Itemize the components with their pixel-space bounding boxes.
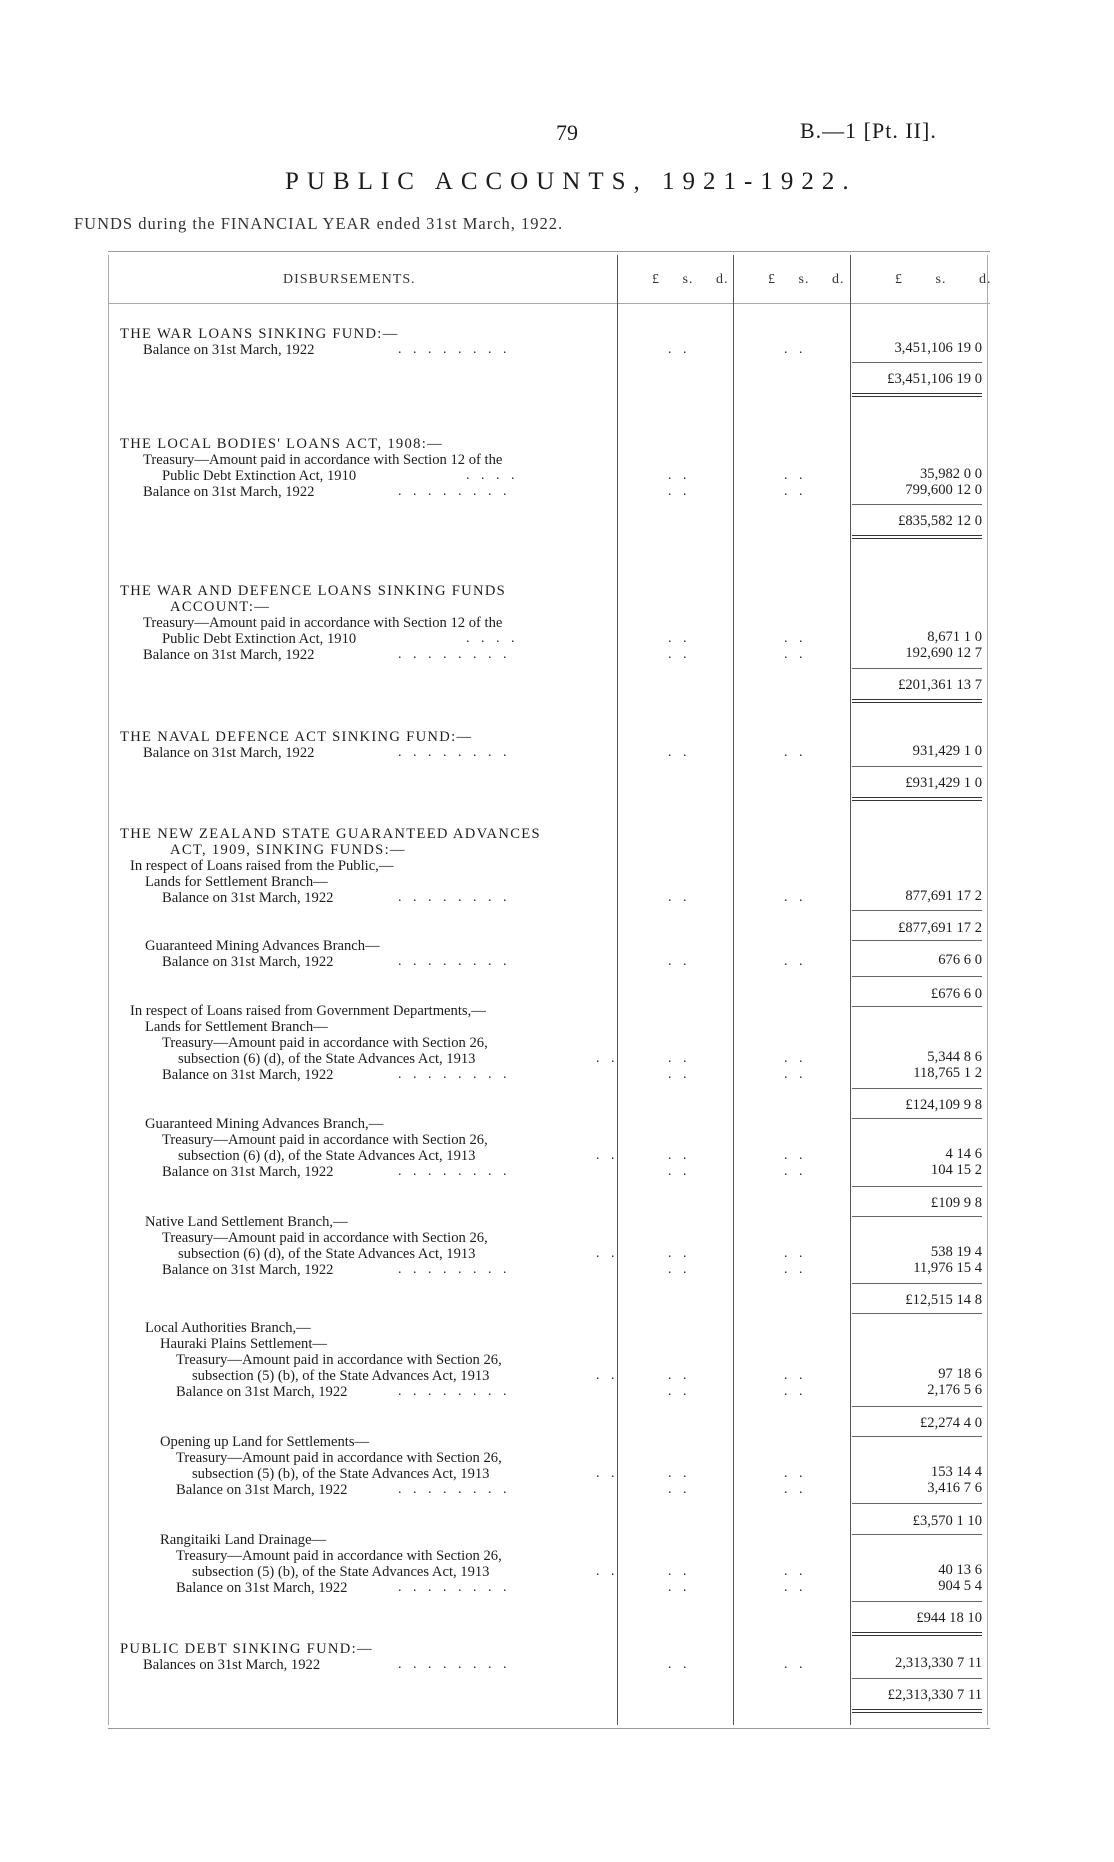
leader-dots: . .	[668, 1067, 691, 1082]
row-label: Balance on 31st March, 1922	[162, 890, 334, 906]
leader-dots: . .	[784, 745, 807, 760]
leader-dots: . .	[596, 1246, 619, 1261]
amount-cell: 904 5 4	[938, 1578, 982, 1594]
amount-cell: 676 6 0	[938, 952, 982, 968]
sum-rule	[852, 362, 982, 363]
branch-heading: Rangitaiki Land Drainage—	[160, 1532, 327, 1548]
leader-dots: . .	[596, 1051, 619, 1066]
amount-cell: 153 14 4	[930, 1464, 982, 1480]
row-label: Balance on 31st March, 1922	[162, 1262, 334, 1278]
row-label: Balance on 31st March, 1922	[143, 745, 315, 761]
leader-dots: . .	[784, 1564, 807, 1579]
column-header-amount-3: £ s. d.	[895, 272, 992, 287]
leader-dots: . .	[668, 631, 691, 646]
total-cell: £931,429 1 0	[905, 775, 982, 791]
leader-dots: . . . . . . . .	[398, 1067, 511, 1082]
leader-dots: . . . . . . . .	[398, 1164, 511, 1179]
amount-cell: 97 18 6	[938, 1366, 982, 1382]
total-double-rule	[852, 699, 982, 703]
leader-dots: . .	[668, 1564, 691, 1579]
row-label: subsection (5) (b), of the State Advances Act, 1913	[192, 1564, 490, 1580]
total-cell: £2,274 4 0	[919, 1415, 982, 1431]
branch-heading: Lands for Settlement Branch—	[145, 874, 328, 890]
leader-dots: . .	[784, 1466, 807, 1481]
leader-dots: . .	[596, 1564, 619, 1579]
amount-cell: 192,690 12 7	[905, 645, 982, 661]
leader-dots: . .	[596, 1148, 619, 1163]
amount-cell: 104 15 2	[930, 1162, 982, 1178]
section-heading: THE NAVAL DEFENCE ACT SINKING FUND:—	[120, 729, 473, 745]
total-cell: £2,313,330 7 11	[887, 1687, 982, 1703]
amount-cell: 538 19 4	[930, 1244, 982, 1260]
total-rule	[852, 1436, 982, 1437]
leader-dots: . .	[784, 1262, 807, 1277]
sum-rule	[852, 1601, 982, 1602]
total-double-rule	[852, 1632, 982, 1636]
row-label: Treasury—Amount paid in accordance with Section 12 of the	[143, 452, 503, 468]
subsection-heading: In respect of Loans raised from Government Departments,—	[130, 1003, 486, 1019]
sum-rule	[852, 1283, 982, 1284]
amount-cell: 118,765 1 2	[913, 1065, 982, 1081]
total-cell: £835,582 12 0	[898, 513, 982, 529]
leader-dots: . . . .	[466, 468, 519, 483]
amount-cell: 4 14 6	[945, 1146, 982, 1162]
section-heading: THE NEW ZEALAND STATE GUARANTEED ADVANCES	[120, 826, 541, 842]
row-label: Balances on 31st March, 1922	[143, 1657, 321, 1673]
sum-rule	[852, 910, 982, 911]
sum-rule	[852, 1186, 982, 1187]
total-cell: £12,515 14 8	[905, 1292, 982, 1308]
leader-dots: . .	[668, 1262, 691, 1277]
total-rule	[852, 1118, 982, 1119]
leader-dots: . .	[784, 1164, 807, 1179]
total-cell: £109 9 8	[930, 1195, 982, 1211]
leader-dots: . .	[668, 1466, 691, 1481]
leader-dots: . .	[784, 342, 807, 357]
leader-dots: . .	[668, 745, 691, 760]
leader-dots: . .	[784, 484, 807, 499]
row-label: subsection (5) (b), of the State Advances Act, 1913	[192, 1368, 490, 1384]
amount-cell: 877,691 17 2	[905, 888, 982, 904]
total-rule	[852, 1006, 982, 1007]
total-double-rule	[852, 1709, 982, 1713]
leader-dots: . . . . . . . .	[398, 1384, 511, 1399]
leader-dots: . .	[668, 647, 691, 662]
leader-dots: . .	[784, 647, 807, 662]
table-bottom-rule	[108, 1728, 990, 1729]
row-label: subsection (6) (d), of the State Advances Act, 1913	[178, 1051, 476, 1067]
total-cell: £3,570 1 10	[912, 1513, 982, 1529]
header-rule	[108, 303, 990, 304]
column-header-amount-1: £ s. d.	[652, 272, 729, 287]
row-label: Treasury—Amount paid in accordance with Section 26,	[162, 1132, 488, 1148]
sum-rule	[852, 1088, 982, 1089]
amount-cell: 2,176 5 6	[927, 1382, 982, 1398]
row-label: Treasury—Amount paid in accordance with Section 26,	[176, 1548, 502, 1564]
row-label: Balance on 31st March, 1922	[143, 342, 315, 358]
row-label: subsection (5) (b), of the State Advances Act, 1913	[192, 1466, 490, 1482]
leader-dots: . .	[668, 342, 691, 357]
row-label: Treasury—Amount paid in accordance with Section 26,	[176, 1450, 502, 1466]
amount-cell: 2,313,330 7 11	[894, 1655, 982, 1671]
leader-dots: . . . .	[466, 631, 519, 646]
section-heading: THE WAR AND DEFENCE LOANS SINKING FUNDS	[120, 583, 507, 599]
sum-rule	[852, 1406, 982, 1407]
total-rule	[852, 1313, 982, 1314]
total-double-rule	[852, 535, 982, 539]
row-label: Balance on 31st March, 1922	[162, 1164, 334, 1180]
amount-cell: 799,600 12 0	[905, 482, 982, 498]
leader-dots: . .	[596, 1368, 619, 1383]
section-heading: ACCOUNT:—	[170, 599, 271, 615]
table-top-rule	[108, 251, 990, 252]
row-label: Balance on 31st March, 1922	[176, 1580, 348, 1596]
total-double-rule	[852, 393, 982, 397]
branch-heading: Lands for Settlement Branch—	[145, 1019, 328, 1035]
row-label: Treasury—Amount paid in accordance with Section 26,	[162, 1230, 488, 1246]
table-left-rule	[108, 255, 109, 1725]
branch-heading: Opening up Land for Settlements—	[160, 1434, 370, 1450]
total-cell: £3,451,106 19 0	[887, 371, 982, 387]
sum-rule	[852, 766, 982, 767]
amount-cell: 5,344 8 6	[927, 1049, 982, 1065]
branch-heading: Local Authorities Branch,—	[145, 1320, 311, 1336]
column-rule-1	[617, 255, 618, 1725]
table-right-rule	[987, 255, 988, 1725]
total-rule	[852, 940, 982, 941]
row-label: Treasury—Amount paid in accordance with Section 26,	[176, 1352, 502, 1368]
branch-heading: Guaranteed Mining Advances Branch,—	[145, 1116, 384, 1132]
amount-cell: 3,451,106 19 0	[894, 340, 982, 356]
leader-dots: . .	[596, 1466, 619, 1481]
leader-dots: . .	[784, 1148, 807, 1163]
section-heading: ACT, 1909, SINKING FUNDS:—	[170, 842, 406, 858]
leader-dots: . .	[668, 484, 691, 499]
total-rule	[852, 1216, 982, 1217]
leader-dots: . .	[668, 468, 691, 483]
leader-dots: . .	[784, 1051, 807, 1066]
row-label: subsection (6) (d), of the State Advances Act, 1913	[178, 1148, 476, 1164]
leader-dots: . .	[668, 890, 691, 905]
total-cell: £944 18 10	[916, 1610, 982, 1626]
leader-dots: . .	[668, 1368, 691, 1383]
amount-cell: 3,416 7 6	[927, 1480, 982, 1496]
leader-dots: . .	[668, 1246, 691, 1261]
page-number: 79	[556, 120, 578, 145]
amount-cell: 11,976 15 4	[913, 1260, 982, 1276]
amount-cell: 40 13 6	[938, 1562, 982, 1578]
page-title: PUBLIC ACCOUNTS, 1921-1922.	[285, 168, 857, 195]
amount-cell: 931,429 1 0	[912, 743, 982, 759]
column-header-disbursements: DISBURSEMENTS.	[283, 272, 416, 287]
page-subtitle: FUNDS during the FINANCIAL YEAR ended 31st March, 1922.	[74, 214, 564, 233]
section-heading: THE LOCAL BODIES' LOANS ACT, 1908:—	[120, 436, 443, 452]
leader-dots: . . . . . . . .	[398, 647, 511, 662]
row-label: Balance on 31st March, 1922	[143, 484, 315, 500]
total-double-rule	[852, 797, 982, 801]
leader-dots: . .	[784, 1067, 807, 1082]
leader-dots: . .	[784, 1482, 807, 1497]
sum-rule	[852, 1678, 982, 1679]
total-cell: £877,691 17 2	[898, 920, 982, 936]
total-cell: £201,361 13 7	[898, 677, 982, 693]
amount-cell: 35,982 0 0	[919, 466, 982, 482]
leader-dots: . .	[784, 1657, 807, 1672]
row-label: Treasury—Amount paid in accordance with Section 12 of the	[143, 615, 503, 631]
row-label: Public Debt Extinction Act, 1910	[162, 468, 357, 484]
amount-cell: 8,671 1 0	[927, 629, 982, 645]
row-label: Balance on 31st March, 1922	[176, 1482, 348, 1498]
leader-dots: . .	[668, 1148, 691, 1163]
leader-dots: . . . . . . . .	[398, 1262, 511, 1277]
branch-heading: Hauraki Plains Settlement—	[160, 1336, 327, 1352]
column-rule-2	[733, 255, 734, 1725]
document-reference: B.—1 [Pt. II].	[800, 118, 937, 143]
leader-dots: . .	[668, 1051, 691, 1066]
row-label: Balance on 31st March, 1922	[176, 1384, 348, 1400]
branch-heading: Native Land Settlement Branch,—	[145, 1214, 348, 1230]
leader-dots: . . . . . . . .	[398, 954, 511, 969]
row-label: Balance on 31st March, 1922	[162, 1067, 334, 1083]
sum-rule	[852, 504, 982, 505]
leader-dots: . .	[784, 954, 807, 969]
leader-dots: . . . . . . . .	[398, 484, 511, 499]
leader-dots: . . . . . . . .	[398, 1657, 511, 1672]
leader-dots: . .	[784, 1368, 807, 1383]
row-label: subsection (6) (d), of the State Advances Act, 1913	[178, 1246, 476, 1262]
total-cell: £676 6 0	[930, 986, 982, 1002]
branch-heading: Guaranteed Mining Advances Branch—	[145, 938, 380, 954]
leader-dots: . .	[784, 631, 807, 646]
leader-dots: . . . . . . . .	[398, 1580, 511, 1595]
leader-dots: . .	[668, 1164, 691, 1179]
row-label: Balance on 31st March, 1922	[162, 954, 334, 970]
leader-dots: . .	[668, 1657, 691, 1672]
sum-rule	[852, 976, 982, 977]
leader-dots: . . . . . . . .	[398, 1482, 511, 1497]
leader-dots: . .	[784, 468, 807, 483]
section-heading: PUBLIC DEBT SINKING FUND:—	[120, 1641, 373, 1657]
leader-dots: . .	[784, 1580, 807, 1595]
leader-dots: . .	[668, 1482, 691, 1497]
leader-dots: . .	[668, 1384, 691, 1399]
column-header-amount-2: £ s. d.	[768, 272, 845, 287]
section-heading: THE WAR LOANS SINKING FUND:—	[120, 326, 399, 342]
row-label: Balance on 31st March, 1922	[143, 647, 315, 663]
row-label: Public Debt Extinction Act, 1910	[162, 631, 357, 647]
subsection-heading: In respect of Loans raised from the Public,—	[130, 858, 394, 874]
leader-dots: . . . . . . . .	[398, 745, 511, 760]
total-rule	[852, 1534, 982, 1535]
leader-dots: . . . . . . . .	[398, 342, 511, 357]
leader-dots: . .	[784, 890, 807, 905]
leader-dots: . .	[668, 1580, 691, 1595]
sum-rule	[852, 1503, 982, 1504]
total-cell: £124,109 9 8	[905, 1097, 982, 1113]
sum-rule	[852, 668, 982, 669]
leader-dots: . .	[784, 1384, 807, 1399]
leader-dots: . . . . . . . .	[398, 890, 511, 905]
row-label: Treasury—Amount paid in accordance with Section 26,	[162, 1035, 488, 1051]
leader-dots: . .	[784, 1246, 807, 1261]
column-rule-3	[850, 255, 851, 1725]
leader-dots: . .	[668, 954, 691, 969]
